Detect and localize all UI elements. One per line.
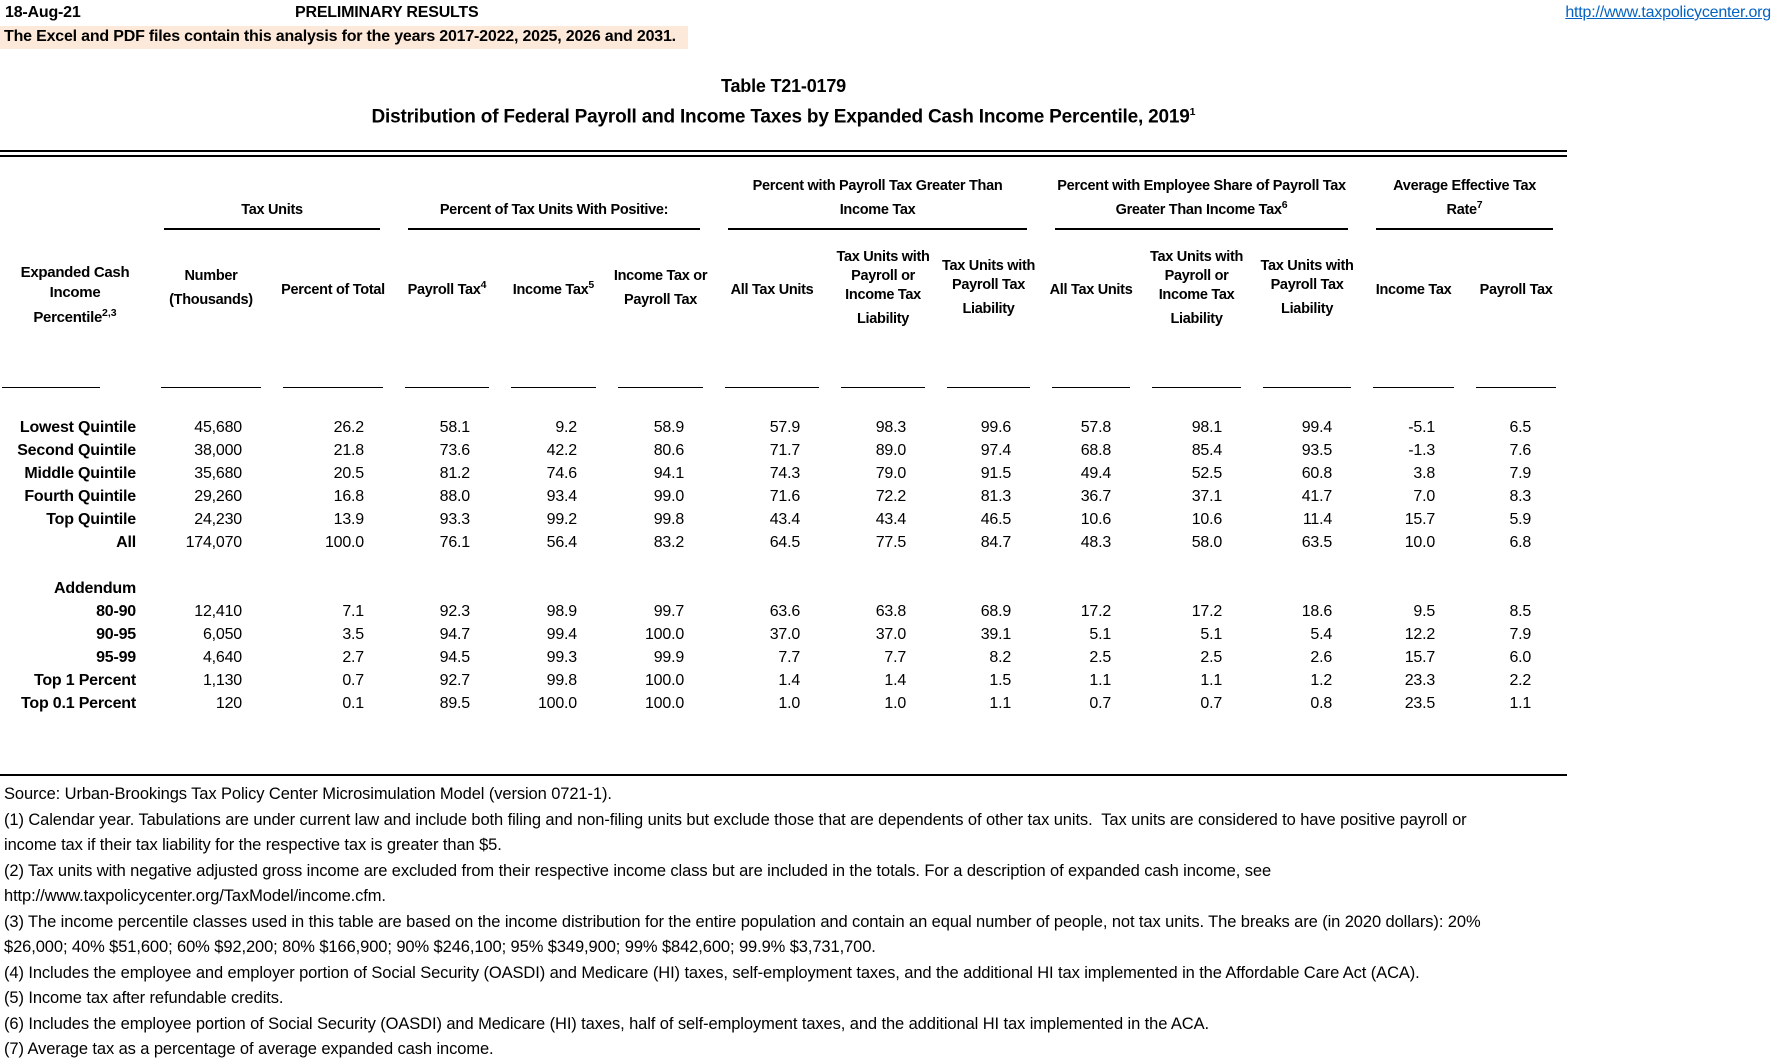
data-cell: 5.4 — [1310, 625, 1333, 643]
data-cell: 99.0 — [653, 487, 685, 505]
data-cell: 6.5 — [1509, 418, 1532, 436]
footnote-line: (6) Includes the employee portion of Social Security (OASDI) and Medicare (HI) taxes, half of self-employment taxes, and the additional HI tax implemented in the ACA. — [4, 1014, 1209, 1033]
data-cell: 63.6 — [769, 602, 801, 620]
data-cell: 1.1 — [1200, 671, 1223, 689]
data-cell: 13.9 — [333, 510, 364, 528]
data-cell: 49.4 — [1080, 464, 1112, 482]
row-label: Top 0.1 Percent — [21, 694, 136, 712]
footnote-line: http://www.taxpolicycenter.org/TaxModel/income.cfm. — [4, 887, 386, 906]
data-cell: 5.1 — [1200, 625, 1223, 643]
empty-cell — [150, 577, 272, 600]
data-cell: 17.2 — [1191, 602, 1223, 620]
row-label: Top Quintile — [46, 510, 136, 528]
footnote-line: (4) Includes the employee and employer portion of Social Security (OASDI) and Medicare (HI) taxes, self-employment taxes, and the additional HI tax implemented in the Affordable Care Act (ACA). — [4, 963, 1420, 982]
data-cell: 38,000 — [194, 441, 242, 459]
data-cell: 99.6 — [980, 418, 1012, 436]
addendum-header-row — [0, 577, 1567, 600]
data-cell: 36.7 — [1080, 487, 1112, 505]
group-payroll-gt-income: Percent with Payroll Tax Greater Than Income Tax — [714, 157, 1041, 230]
col-units-payroll-liability-1: Tax Units with Payroll Tax Liability — [936, 230, 1041, 388]
data-cell: 60.8 — [1301, 464, 1333, 482]
data-cell: 63.5 — [1301, 533, 1333, 551]
data-cell: 73.6 — [439, 441, 470, 459]
table-title — [0, 97, 1567, 132]
data-cell: 37.0 — [875, 625, 907, 643]
data-cell: 42.2 — [546, 441, 577, 459]
col-avg-income-tax: Income Tax — [1362, 230, 1465, 388]
data-cell: 94.7 — [439, 625, 470, 643]
title-block — [0, 75, 1567, 132]
data-cell: 99.9 — [653, 648, 685, 666]
date-label: 18-Aug-21 — [5, 4, 81, 21]
data-cell: 64.5 — [769, 533, 801, 551]
data-cell: 98.1 — [1191, 418, 1223, 436]
data-cell: 0.8 — [1310, 694, 1333, 712]
row-header-expanded-cash-income-percentile — [0, 157, 150, 388]
row-label: Middle Quintile — [24, 464, 136, 482]
data-cell: 56.4 — [546, 533, 577, 551]
data-cell: 0.7 — [1089, 694, 1112, 712]
table-row — [0, 692, 1567, 715]
row-label: 80-90 — [96, 602, 136, 620]
row-label: Second Quintile — [17, 441, 136, 459]
data-cell: 15.7 — [1404, 510, 1436, 528]
spacer-cell — [0, 554, 1567, 577]
col-units-payroll-or-income-liability-2: Tax Units with Payroll or Income Tax Liability — [1141, 230, 1252, 388]
table-row — [0, 416, 1567, 439]
col-income-or-payroll-tax: Income Tax or Payroll Tax — [607, 230, 714, 388]
row-label: 90-95 — [96, 625, 136, 643]
data-cell: 41.7 — [1301, 487, 1333, 505]
data-cell: 46.5 — [980, 510, 1012, 528]
table-row — [0, 646, 1567, 669]
data-cell: 10.6 — [1080, 510, 1112, 528]
data-cell: 39.1 — [980, 625, 1012, 643]
data-cell: 68.9 — [980, 602, 1012, 620]
data-cell: 2.5 — [1200, 648, 1223, 666]
footnote-line: $26,000; 40% $51,600; 60% $92,200; 80% $166,900; 90% $246,100; 95% $349,900; 99% $842,600; 99.9% $3,731,700. — [4, 938, 876, 957]
data-cell: 43.4 — [875, 510, 907, 528]
data-cell: 11.4 — [1302, 510, 1333, 528]
row-label: Fourth Quintile — [24, 487, 136, 505]
data-cell: 1.1 — [1089, 671, 1112, 689]
empty-cell — [500, 577, 607, 600]
data-cell: 7.0 — [1413, 487, 1436, 505]
empty-cell — [1362, 577, 1465, 600]
data-cell: 97.4 — [980, 441, 1012, 459]
data-cell: 35,680 — [194, 464, 242, 482]
data-cell: 93.3 — [439, 510, 470, 528]
table-title-footnote-ref: 1 — [1189, 106, 1196, 118]
data-cell: 57.8 — [1080, 418, 1112, 436]
table-row — [0, 669, 1567, 692]
data-cell: 74.3 — [769, 464, 801, 482]
data-cell: 7.9 — [1509, 625, 1532, 643]
data-cell: 71.7 — [769, 441, 801, 459]
data-cell: 58.9 — [653, 418, 685, 436]
row-label: Lowest Quintile — [19, 418, 136, 436]
empty-cell — [1465, 577, 1567, 600]
group-percent-positive: Percent of Tax Units With Positive: — [394, 157, 714, 230]
table-title-text: Distribution of Federal Payroll and Income Taxes by Expanded Cash Income Percentile, 2019 — [371, 106, 1190, 128]
data-cell: 21.8 — [333, 441, 364, 459]
data-table — [0, 157, 1567, 715]
data-cell: 94.1 — [653, 464, 685, 482]
data-cell: 81.3 — [980, 487, 1012, 505]
empty-cell — [936, 577, 1041, 600]
taxpolicycenter-link[interactable]: http://www.taxpolicycenter.org — [1565, 4, 1771, 21]
col-number-thousands: Number (Thousands) — [150, 230, 272, 388]
data-cell: 3.5 — [342, 625, 364, 643]
data-cell: 68.8 — [1080, 441, 1112, 459]
data-cell: 45,680 — [194, 418, 242, 436]
data-cell: 58.1 — [439, 418, 470, 436]
empty-cell — [607, 577, 714, 600]
data-cell: 89.5 — [439, 694, 470, 712]
spacer-cell — [0, 388, 1567, 416]
empty-cell — [1041, 577, 1141, 600]
data-cell: 3.8 — [1413, 464, 1436, 482]
data-cell: 37.1 — [1191, 487, 1223, 505]
data-cell: 76.1 — [439, 533, 470, 551]
footnote-line: (1) Calendar year. Tabulations are under current law and include both filing and non-filing units but exclude those that are dependents of other tax units. Tax units are considered to have positive payroll or — [4, 810, 1467, 829]
empty-cell — [394, 577, 500, 600]
data-cell: 99.8 — [546, 671, 577, 689]
data-cell: 6,050 — [202, 625, 242, 643]
addendum-label: Addendum — [54, 579, 136, 597]
data-cell: 72.2 — [875, 487, 907, 505]
data-cell: 7.1 — [342, 602, 364, 620]
data-cell: 94.5 — [439, 648, 470, 666]
col-avg-payroll-tax: Payroll Tax — [1465, 230, 1567, 388]
data-cell: 5.9 — [1509, 510, 1532, 528]
data-cell: 24,230 — [194, 510, 242, 528]
data-cell: 48.3 — [1080, 533, 1112, 551]
data-cell: 8.2 — [989, 648, 1012, 666]
data-cell: 1.0 — [778, 694, 801, 712]
analysis-note-banner: The Excel and PDF files contain this analysis for the years 2017-2022, 2025, 2026 and 2031. — [0, 26, 688, 49]
data-cell: 0.7 — [342, 671, 364, 689]
data-cell: 1.0 — [884, 694, 907, 712]
row-label: All — [116, 533, 136, 551]
data-cell: 8.5 — [1509, 602, 1532, 620]
data-cell: 92.3 — [439, 602, 470, 620]
data-cell: 120 — [215, 694, 242, 712]
data-cell: 6.8 — [1509, 533, 1532, 551]
column-header-row — [0, 230, 1567, 388]
table-row — [0, 462, 1567, 485]
row-header-footnote-ref: 2,3 — [102, 307, 117, 320]
data-cell: 100.0 — [644, 694, 685, 712]
data-cell: 100.0 — [324, 533, 364, 551]
data-cell: 17.2 — [1080, 602, 1112, 620]
data-cell: 89.0 — [875, 441, 907, 459]
group-employee-share-gt-income: Percent with Employee Share of Payroll Tax Greater Than Income Tax$^6$ — [1041, 157, 1362, 230]
footnote-line: Source: Urban-Brookings Tax Policy Center Microsimulation Model (version 0721-1). — [4, 785, 612, 804]
group-header-row — [0, 157, 1567, 230]
data-cell: 43.4 — [769, 510, 801, 528]
empty-cell — [1141, 577, 1252, 600]
data-cell: 5.1 — [1089, 625, 1112, 643]
data-cell: 1.4 — [778, 671, 801, 689]
data-cell: 81.2 — [439, 464, 470, 482]
data-cell: 58.0 — [1191, 533, 1223, 551]
data-cell: 57.9 — [769, 418, 801, 436]
table-row — [0, 623, 1567, 646]
data-cell: 20.5 — [333, 464, 364, 482]
footnote-line: income tax if their tax liability for the respective tax is greater than $5. — [4, 836, 502, 855]
footnote-line: (2) Tax units with negative adjusted gross income are excluded from their respective income class but are included in the totals. For a description of expanded cash income, see — [4, 861, 1272, 880]
table-number-title: Table T21-0179 — [721, 76, 846, 96]
data-cell: 83.2 — [653, 533, 685, 551]
table-row — [0, 531, 1567, 554]
data-cell: 98.3 — [875, 418, 907, 436]
spacer-row — [0, 388, 1567, 416]
col-all-tax-units-1: All Tax Units — [714, 230, 830, 388]
group-average-effective-tax-rate: Average Effective Tax Rate$^7$ — [1362, 157, 1567, 230]
data-cell: 26.2 — [333, 418, 364, 436]
data-cell: 84.7 — [980, 533, 1012, 551]
data-cell: 93.4 — [546, 487, 577, 505]
preliminary-results-label: PRELIMINARY RESULTS — [295, 4, 479, 21]
top-bar — [0, 0, 1777, 26]
data-cell: 9.2 — [555, 418, 577, 436]
data-cell: 63.8 — [875, 602, 907, 620]
footnote-line: (3) The income percentile classes used in this table are based on the income distribution for the entire population and contain an equal number of people, not tax units. The breaks are (in 2020 dollars): 20% — [4, 912, 1481, 931]
spacer-row — [0, 554, 1567, 577]
data-cell: 100.0 — [537, 694, 577, 712]
data-cell: 7.9 — [1509, 464, 1532, 482]
data-cell: 100.0 — [644, 625, 685, 643]
table-row — [0, 508, 1567, 531]
table-top-double-rule — [0, 150, 1567, 157]
data-cell: 99.3 — [546, 648, 577, 666]
data-cell: 174,070 — [185, 533, 242, 551]
footnote-line: (5) Income tax after refundable credits. — [4, 989, 284, 1008]
data-cell: 1,130 — [202, 671, 242, 689]
col-payroll-tax: Payroll Tax$^4$ — [394, 230, 500, 388]
data-cell: 99.2 — [546, 510, 577, 528]
data-cell: 7.7 — [778, 648, 801, 666]
empty-cell — [1252, 577, 1362, 600]
data-cell: 7.6 — [1509, 441, 1532, 459]
data-cell: 1.5 — [989, 671, 1012, 689]
data-cell: 1.2 — [1310, 671, 1333, 689]
data-cell: 6.0 — [1509, 648, 1532, 666]
data-cell: 79.0 — [875, 464, 907, 482]
data-cell: 99.4 — [546, 625, 577, 643]
data-cell: 98.9 — [546, 602, 577, 620]
data-cell: 23.5 — [1404, 694, 1436, 712]
data-cell: 71.6 — [769, 487, 801, 505]
data-cell: 0.7 — [1200, 694, 1223, 712]
col-all-tax-units-2: All Tax Units — [1041, 230, 1141, 388]
data-cell: 99.7 — [653, 602, 685, 620]
data-cell: 99.4 — [1301, 418, 1333, 436]
row-header-text: Expanded Cash Income Percentile — [20, 264, 130, 327]
table-body — [0, 388, 1567, 715]
data-cell: 74.6 — [546, 464, 577, 482]
empty-cell — [714, 577, 830, 600]
empty-cell — [830, 577, 936, 600]
col-income-tax: Income Tax$^5$ — [500, 230, 607, 388]
col-percent-of-total: Percent of Total — [272, 230, 394, 388]
data-cell: 12.2 — [1404, 625, 1436, 643]
empty-cell — [272, 577, 394, 600]
data-cell: 9.5 — [1413, 602, 1436, 620]
col-units-payroll-liability-2: Tax Units with Payroll Tax Liability — [1252, 230, 1362, 388]
data-cell: 0.1 — [342, 694, 364, 712]
data-cell: 77.5 — [875, 533, 907, 551]
data-cell: 2.6 — [1310, 648, 1333, 666]
data-cell: 91.5 — [980, 464, 1012, 482]
data-cell: 18.6 — [1301, 602, 1333, 620]
table-row — [0, 485, 1567, 508]
data-cell: 1.4 — [884, 671, 907, 689]
data-cell: 85.4 — [1191, 441, 1223, 459]
data-cell: 80.6 — [653, 441, 685, 459]
data-cell: 8.3 — [1509, 487, 1532, 505]
data-cell: 37.0 — [769, 625, 801, 643]
data-cell: 16.8 — [333, 487, 364, 505]
data-cell: 15.7 — [1404, 648, 1436, 666]
table-row — [0, 600, 1567, 623]
data-cell: 1.1 — [989, 694, 1012, 712]
data-cell: 52.5 — [1191, 464, 1223, 482]
data-cell: 99.8 — [653, 510, 685, 528]
data-cell: 23.3 — [1404, 671, 1436, 689]
data-cell: 88.0 — [439, 487, 470, 505]
data-cell: 4,640 — [202, 648, 242, 666]
row-label: 95-99 — [96, 648, 136, 666]
data-cell: 7.7 — [884, 648, 907, 666]
data-cell: 92.7 — [439, 671, 470, 689]
data-cell: 12,410 — [194, 602, 242, 620]
data-cell: 29,260 — [194, 487, 242, 505]
data-cell: 1.1 — [1509, 694, 1532, 712]
col-units-payroll-or-income-liability-1: Tax Units with Payroll or Income Tax Liability — [830, 230, 936, 388]
data-cell: 10.0 — [1404, 533, 1436, 551]
data-cell: 100.0 — [644, 671, 685, 689]
row-label: Top 1 Percent — [33, 671, 136, 689]
data-cell: -5.1 — [1408, 418, 1436, 436]
data-cell: 2.2 — [1509, 671, 1532, 689]
data-cell: 2.5 — [1089, 648, 1112, 666]
table-row — [0, 439, 1567, 462]
data-cell: 93.5 — [1301, 441, 1333, 459]
data-cell: -1.3 — [1408, 441, 1436, 459]
data-cell: 10.6 — [1191, 510, 1223, 528]
data-cell: 2.7 — [342, 648, 364, 666]
footnotes — [0, 776, 1777, 1059]
footnote-line: (7) Average tax as a percentage of average expanded cash income. — [4, 1040, 494, 1059]
group-tax-units: Tax Units — [150, 157, 394, 230]
